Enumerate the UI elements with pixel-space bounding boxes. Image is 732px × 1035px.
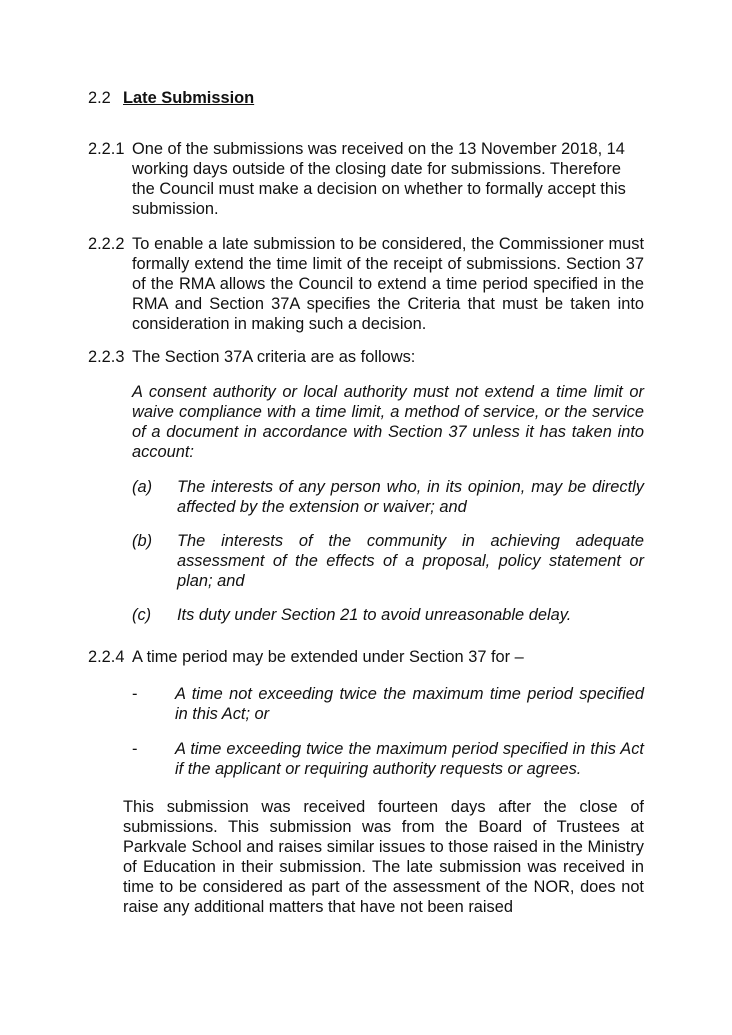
paragraph-number: 2.2.2: [88, 235, 125, 253]
extension-item-1: [132, 684, 644, 724]
section-heading: [88, 88, 254, 108]
paragraph-text: One of the submissions was received on the 13 November 2018, 14 working days outside of the closing date for submissions. Therefore the Council must make a decision on whether to formally accept this submission.: [132, 140, 626, 218]
section-title: Late Submission: [123, 89, 255, 107]
paragraph-2-2-4: [88, 647, 644, 667]
criteria-intro: A consent authority or local authority must not extend a time limit or waive compliance with a time limit, a method of service, or the service of a document in accordance with Section 37 unless it has taken into account:: [132, 383, 644, 461]
section-number: 2.2: [88, 89, 111, 107]
paragraph-text: To enable a late submission to be considered, the Commissioner must formally extend the time limit of the receipt of submissions. Section 37 of the RMA allows the Council to extend a time period specified in the RMA and Section 37A specifies the Criteria that must be taken into consideration in making such a decision.: [132, 235, 644, 333]
paragraph-2-2-1: [88, 139, 644, 219]
paragraph-text: A time period may be extended under Section 37 for –: [132, 648, 524, 666]
paragraph-number: 2.2.1: [88, 140, 125, 158]
item-text: A time not exceeding twice the maximum time period specified in this Act; or: [175, 685, 644, 723]
item-label: (a): [132, 478, 153, 496]
item-text: Its duty under Section 21 to avoid unreasonable delay.: [177, 606, 572, 624]
criteria-item-a: [132, 477, 644, 517]
item-text: The interests of the community in achieving adequate assessment of the effects of a proposal, policy statement or plan; and: [177, 532, 644, 590]
item-text: The interests of any person who, in its opinion, may be directly affected by the extension or waiver; and: [177, 478, 644, 516]
criteria-item-c: [132, 605, 644, 625]
paragraph-number: 2.2.4: [88, 648, 125, 666]
item-label: (c): [132, 606, 152, 624]
paragraph-number: 2.2.3: [88, 348, 125, 366]
criteria-item-b: [132, 531, 644, 591]
paragraph-text: The Section 37A criteria are as follows:: [132, 348, 416, 366]
extension-item-2: [132, 739, 644, 779]
final-paragraph: This submission was received fourteen days after the close of submissions. This submission was from the Board of Trustees at Parkvale School and raises similar issues to those raised in the Ministry of Education in their submission. The late submission was received in time to be considered as part of the assessment of the NOR, does not raise any additional matters that have not been raised: [123, 798, 644, 916]
item-label: (b): [132, 532, 153, 550]
paragraph-2-2-2: [88, 234, 644, 334]
item-label: -: [132, 685, 138, 703]
paragraph-2-2-3: [88, 347, 644, 367]
item-label: -: [132, 740, 138, 758]
item-text: A time exceeding twice the maximum period specified in this Act if the applicant or requiring authority requests or agrees.: [175, 740, 644, 778]
